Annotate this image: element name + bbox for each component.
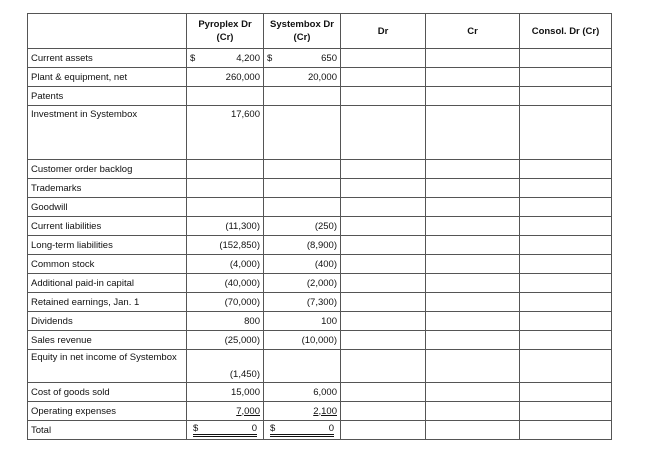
systembox-value: 650 <box>321 52 337 64</box>
table-row <box>28 179 612 198</box>
row-label: Dividends <box>28 312 187 331</box>
consol-cell <box>520 68 612 87</box>
pyroplex-value: (25,000) <box>187 331 264 350</box>
dr-cell <box>341 217 426 236</box>
pyroplex-value: (4,000) <box>187 255 264 274</box>
pyroplex-value: (1,450) <box>187 350 264 383</box>
systembox-value: (10,000) <box>264 331 341 350</box>
table-row <box>28 160 612 179</box>
systembox-value: (8,900) <box>264 236 341 255</box>
row-label: Investment in Systembox <box>28 106 187 160</box>
table-row <box>28 274 612 293</box>
table-row <box>28 312 612 331</box>
systembox-value <box>264 106 341 160</box>
row-label: Customer order backlog <box>28 160 187 179</box>
systembox-value <box>264 179 341 198</box>
systembox-cell <box>264 402 341 421</box>
consol-cell <box>520 160 612 179</box>
systembox-value: (400) <box>264 255 341 274</box>
pyroplex-value: 7,000 <box>236 405 260 417</box>
row-label: Cost of goods sold <box>28 383 187 402</box>
cr-cell <box>426 68 520 87</box>
cr-cell <box>426 160 520 179</box>
header-pyroplex: Pyroplex Dr (Cr) <box>187 14 264 49</box>
pyroplex-value: 17,600 <box>187 106 264 160</box>
systembox-value: 0 <box>328 422 334 434</box>
consol-cell <box>520 217 612 236</box>
dr-cell <box>341 312 426 331</box>
row-label: Retained earnings, Jan. 1 <box>28 293 187 312</box>
cr-cell <box>426 350 520 383</box>
dr-cell <box>341 87 426 106</box>
pyroplex-cell <box>187 402 264 421</box>
dr-cell <box>341 49 426 68</box>
systembox-value <box>264 87 341 106</box>
table-row <box>28 293 612 312</box>
pyroplex-value <box>187 179 264 198</box>
row-label: Goodwill <box>28 198 187 217</box>
cr-cell <box>426 87 520 106</box>
pyroplex-value: (70,000) <box>187 293 264 312</box>
systembox-value: 100 <box>264 312 341 331</box>
dr-cell <box>341 421 426 440</box>
row-label: Current liabilities <box>28 217 187 236</box>
consol-cell <box>520 421 612 440</box>
systembox-value <box>264 160 341 179</box>
pyroplex-value: (11,300) <box>187 217 264 236</box>
dr-cell <box>341 350 426 383</box>
header-cr: Cr <box>426 14 520 49</box>
systembox-value: 20,000 <box>264 68 341 87</box>
currency-symbol: $ <box>190 52 196 64</box>
currency-symbol: $ <box>270 422 276 434</box>
table-row <box>28 236 612 255</box>
row-label: Trademarks <box>28 179 187 198</box>
consol-cell <box>520 179 612 198</box>
consol-cell <box>520 331 612 350</box>
pyroplex-cell <box>187 49 264 68</box>
row-label: Sales revenue <box>28 331 187 350</box>
consol-cell <box>520 402 612 421</box>
dr-cell <box>341 402 426 421</box>
row-label: Long-term liabilities <box>28 236 187 255</box>
cr-cell <box>426 421 520 440</box>
pyroplex-value: 4,200 <box>236 52 260 64</box>
header-row <box>28 14 612 49</box>
row-label: Patents <box>28 87 187 106</box>
systembox-value: (250) <box>264 217 341 236</box>
cr-cell <box>426 293 520 312</box>
cr-cell <box>426 383 520 402</box>
consol-cell <box>520 236 612 255</box>
currency-symbol: $ <box>267 52 273 64</box>
consolidation-worksheet <box>27 13 612 440</box>
cr-cell <box>426 255 520 274</box>
consol-cell <box>520 255 612 274</box>
row-label: Equity in net income of Systembox <box>28 350 187 383</box>
systembox-value: (7,300) <box>264 293 341 312</box>
dr-cell <box>341 331 426 350</box>
cr-cell <box>426 179 520 198</box>
header-account <box>28 14 187 49</box>
header-systembox: Systembox Dr (Cr) <box>264 14 341 49</box>
systembox-value: 6,000 <box>264 383 341 402</box>
cr-cell <box>426 198 520 217</box>
cr-cell <box>426 49 520 68</box>
row-label: Plant & equipment, net <box>28 68 187 87</box>
header-consol: Consol. Dr (Cr) <box>520 14 612 49</box>
table-row <box>28 87 612 106</box>
systembox-value: 2,100 <box>313 405 337 417</box>
cr-cell <box>426 402 520 421</box>
cr-cell <box>426 274 520 293</box>
consol-cell <box>520 350 612 383</box>
table-row <box>28 106 612 160</box>
row-label: Total <box>28 421 187 440</box>
pyroplex-value <box>187 160 264 179</box>
consol-cell <box>520 274 612 293</box>
consol-cell <box>520 293 612 312</box>
dr-cell <box>341 179 426 198</box>
dr-cell <box>341 383 426 402</box>
cr-cell <box>426 236 520 255</box>
table-row <box>28 255 612 274</box>
dr-cell <box>341 160 426 179</box>
table-row <box>28 217 612 236</box>
systembox-value <box>264 350 341 383</box>
pyroplex-value: (40,000) <box>187 274 264 293</box>
table-row <box>28 49 612 68</box>
cr-cell <box>426 312 520 331</box>
pyroplex-value: 260,000 <box>187 68 264 87</box>
row-label: Operating expenses <box>28 402 187 421</box>
row-label: Additional paid-in capital <box>28 274 187 293</box>
pyroplex-value <box>187 198 264 217</box>
systembox-value: (2,000) <box>264 274 341 293</box>
table-row-total <box>28 421 612 440</box>
pyroplex-value <box>187 87 264 106</box>
dr-cell <box>341 293 426 312</box>
currency-symbol: $ <box>193 422 199 434</box>
cr-cell <box>426 217 520 236</box>
consol-cell <box>520 87 612 106</box>
dr-cell <box>341 274 426 293</box>
row-label: Common stock <box>28 255 187 274</box>
cr-cell <box>426 331 520 350</box>
pyroplex-value: (152,850) <box>187 236 264 255</box>
consol-cell <box>520 106 612 160</box>
dr-cell <box>341 68 426 87</box>
dr-cell <box>341 236 426 255</box>
systembox-cell <box>264 49 341 68</box>
cr-cell <box>426 106 520 160</box>
table-row <box>28 331 612 350</box>
table-row <box>28 402 612 421</box>
dr-cell <box>341 255 426 274</box>
pyroplex-total-cell <box>187 421 264 440</box>
pyroplex-value: 0 <box>251 422 257 434</box>
consol-cell <box>520 383 612 402</box>
row-label: Current assets <box>28 49 187 68</box>
systembox-total-cell <box>264 421 341 440</box>
systembox-value <box>264 198 341 217</box>
table-row <box>28 68 612 87</box>
dr-cell <box>341 198 426 217</box>
consol-cell <box>520 312 612 331</box>
header-dr: Dr <box>341 14 426 49</box>
consol-cell <box>520 49 612 68</box>
consol-cell <box>520 198 612 217</box>
table-row <box>28 350 612 383</box>
pyroplex-value: 15,000 <box>187 383 264 402</box>
table-row <box>28 198 612 217</box>
pyroplex-value: 800 <box>187 312 264 331</box>
table-row <box>28 383 612 402</box>
dr-cell <box>341 106 426 160</box>
